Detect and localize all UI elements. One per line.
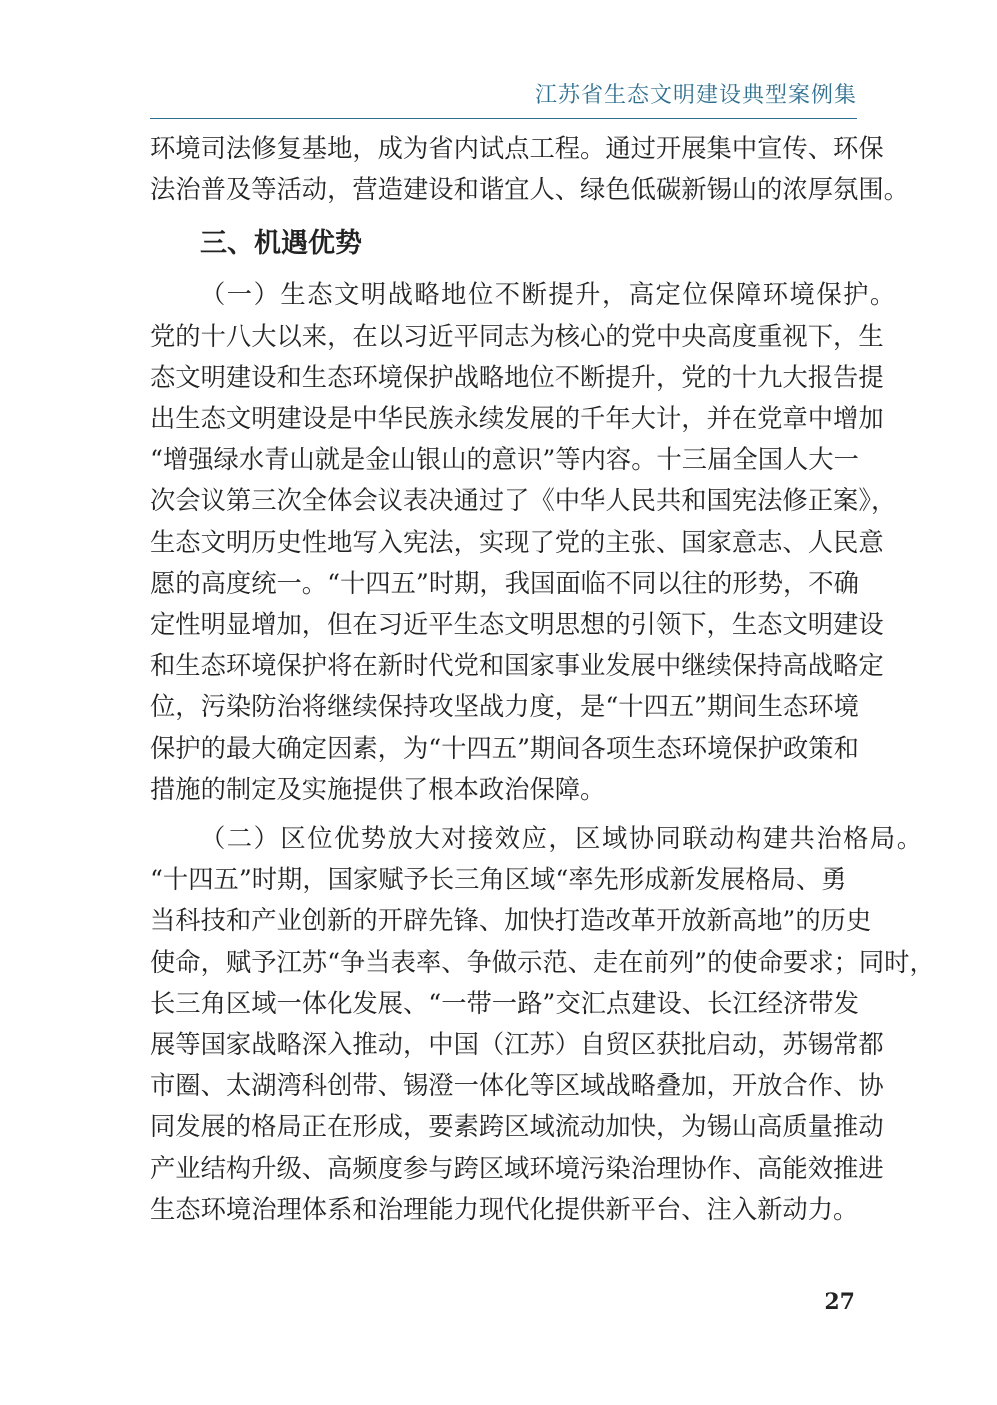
body-line: 次会议第三次全体会议表决通过了《中华人民共和国宪法修正案》， [150,486,897,516]
body-line: 使命，赋予江苏“争当表率、争做示范、走在前列”的使命要求；同时， [150,947,935,977]
body-line: 党的十八大以来，在以习近平同志为核心的党中央高度重视下，生 [150,321,884,351]
body-line: 定性明显增加，但在习近平生态文明思想的引领下，生态文明建设 [150,610,884,640]
body-line: 当科技和产业创新的开辟先锋、加快打造改革开放新高地”的历史 [150,906,872,936]
body-line: 态文明建设和生态环境保护战略地位不断提升，党的十九大报告提 [150,362,884,392]
subsection-heading-1: （一）生态文明战略地位不断提升，高定位保障环境保护。 [200,280,897,310]
body-line: 长三角区域一体化发展、“一带一路”交汇点建设、长江经济带发 [150,988,859,1018]
body-line: 生态环境治理体系和治理能力现代化提供新平台、注入新动力。 [150,1194,859,1224]
body-line: “十四五”时期，国家赋予长三角区域“率先形成新发展格局、勇 [150,865,847,895]
body-line: 愿的高度统一。“十四五”时期，我国面临不同以往的形势，不确 [150,568,859,598]
running-header: 江苏省生态文明建设典型案例集 [534,83,857,108]
body-line: 位，污染防治将继续保持攻坚战力度，是“十四五”期间生态环境 [150,692,859,722]
body-line: 产业结构升级、高频度参与跨区域环境污染治理协作、高能效推进 [150,1153,884,1183]
body-line: 同发展的格局正在形成，要素跨区域流动加快，为锡山高质量推动 [150,1112,884,1142]
page-content [150,128,935,1230]
paragraph-gap [150,810,858,818]
body-line: 和生态环境保护将在新时代党和国家事业发展中继续保持高战略定 [150,651,884,681]
body-line: 生态文明历史性地写入宪法，实现了党的主张、国家意志、人民意 [150,527,884,557]
body-line: 环境司法修复基地，成为省内试点工程。通过开展集中宣传、环保 [150,134,884,163]
body-line: 法治普及等活动，营造建设和谐宜人、绿色低碳新锡山的浓厚氛围。 [150,175,909,205]
body-line: 市圈、太湖湾科创带、锡澄一体化等区域战略叠加，开放合作、协 [150,1071,884,1101]
subsection-heading-2: （二）区位优势放大对接效应，区域协同联动构建共治格局。 [200,824,924,854]
body-line: 保护的最大确定因素，为“十四五”期间各项生态环境保护政策和 [150,733,859,763]
section-heading: 三、机遇优势 [200,228,362,260]
page-number: 27 [824,1289,855,1315]
header-rule [150,118,857,119]
body-line: 出生态文明建设是中华民族永续发展的千年大计，并在党章中增加 [150,404,884,434]
body-line: “增强绿水青山就是金山银山的意识”等内容。十三届全国人大一 [150,445,859,475]
body-line: 展等国家战略深入推动，中国（江苏）自贸区获批启动，苏锡常都 [150,1030,884,1060]
body-line: 措施的制定及实施提供了根本政治保障。 [150,774,606,804]
